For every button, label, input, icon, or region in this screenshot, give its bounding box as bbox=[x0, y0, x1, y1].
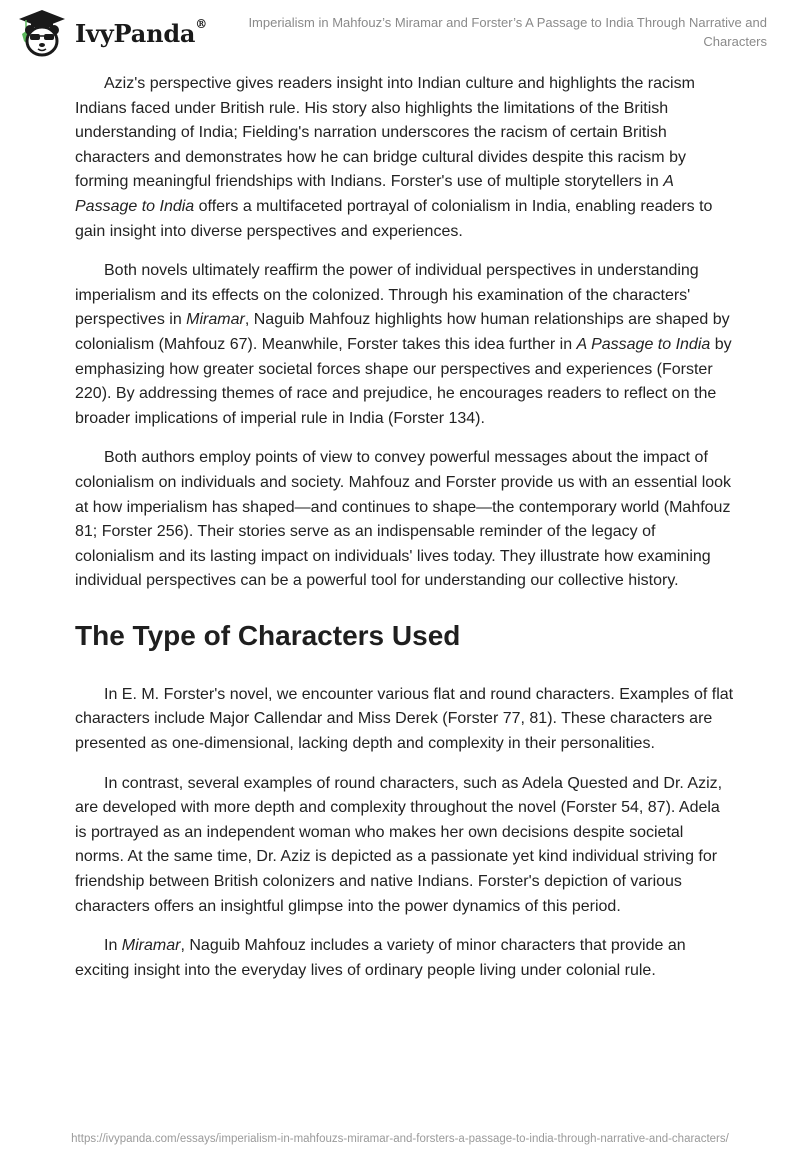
logo-wordmark: IvyPanda® bbox=[75, 16, 208, 48]
section-heading: The Type of Characters Used bbox=[75, 619, 461, 651]
page-header bbox=[0, 0, 800, 62]
paragraph-both-authors: Both authors employ points of view to convey powerful messages about the impact of colonialism on individuals and society. Mahfouz and Forster provide us with an essential look at how imperialism has shaped—and continues to shape—the contemporary world (Mahfouz 81; Forster 256). Their stories serve as an indispensable reminder of the legacy of colonialism and its lasting impact on individuals' lives today. They illustrate how examining individual perspectives can be a powerful tool for understanding our collective history. bbox=[75, 449, 732, 590]
ivypanda-logo[interactable] bbox=[17, 8, 207, 58]
paragraph-round-characters: In contrast, several examples of round characters, such as Adela Quested and Dr. Aziz, are developed with more depth and complexity throughout the novel (Forster 54, 87). Adela is portrayed as an independent woman who makes her own decisions despite societal norms. At the same time, Dr. Aziz is depicted as a passionate yet kind individual striving for friendship between British colonizers and native Indians. Forster's depiction of various characters offers an insightful glimpse into the power dynamics of this period. bbox=[75, 774, 723, 915]
source-url[interactable]: https://ivypanda.com/essays/imperialism-in-mahfouzs-miramar-and-forsters-a-passage-to-india-through-narrative-and-characters/ bbox=[71, 1133, 729, 1145]
paragraph-flat-characters: In E. M. Forster's novel, we encounter various flat and round characters. Examples of flat characters include Major Callendar and Miss Derek (Forster 77, 81). These characters are presented as one-dimensional, lacking depth and complexity in their personalities. bbox=[75, 685, 734, 753]
document-title: Imperialism in Mahfouz’s Miramar and Forster’s A Passage to India Through Narrative and Characters bbox=[248, 15, 767, 49]
essay-body bbox=[75, 72, 735, 998]
paragraph-miramar-characters: In Miramar, Naguib Mahfouz includes a variety of minor characters that provide an exciting insight into the everyday lives of ordinary people living under colonial rule. bbox=[75, 937, 686, 979]
panda-graduate-icon bbox=[17, 8, 67, 58]
paragraph-both-novels: Both novels ultimately reaffirm the power of individual perspectives in understanding imperialism and its effects on the colonized. Through his examination of the characters' perspectives in Miramar, Naguib Mahfouz highlights how human relationships are shaped by colonialism (Mahfouz 67). Meanwhile, Forster takes this idea further in A Passage to India by emphasizing how greater societal forces shape our perspectives and experiences (Forster 220). By addressing themes of race and prejudice, he encourages readers to reflect on the broader implications of imperial rule in India (Forster 134). bbox=[75, 262, 732, 427]
paragraph-aziz-perspective: Aziz's perspective gives readers insight into Indian culture and highlights the racism Indians faced under British rule. His story also highlights the limitations of the British understanding of India; Fielding's narration underscores the racism of certain British characters and demonstrates how he can bridge cultural divides despite this racism by forming meaningful friendships with Indians. Forster's use of multiple storytellers in A Passage to India offers a multifaceted portrayal of colonialism in India, enabling readers to gain insight into diverse perspectives and experiences. bbox=[75, 75, 713, 240]
